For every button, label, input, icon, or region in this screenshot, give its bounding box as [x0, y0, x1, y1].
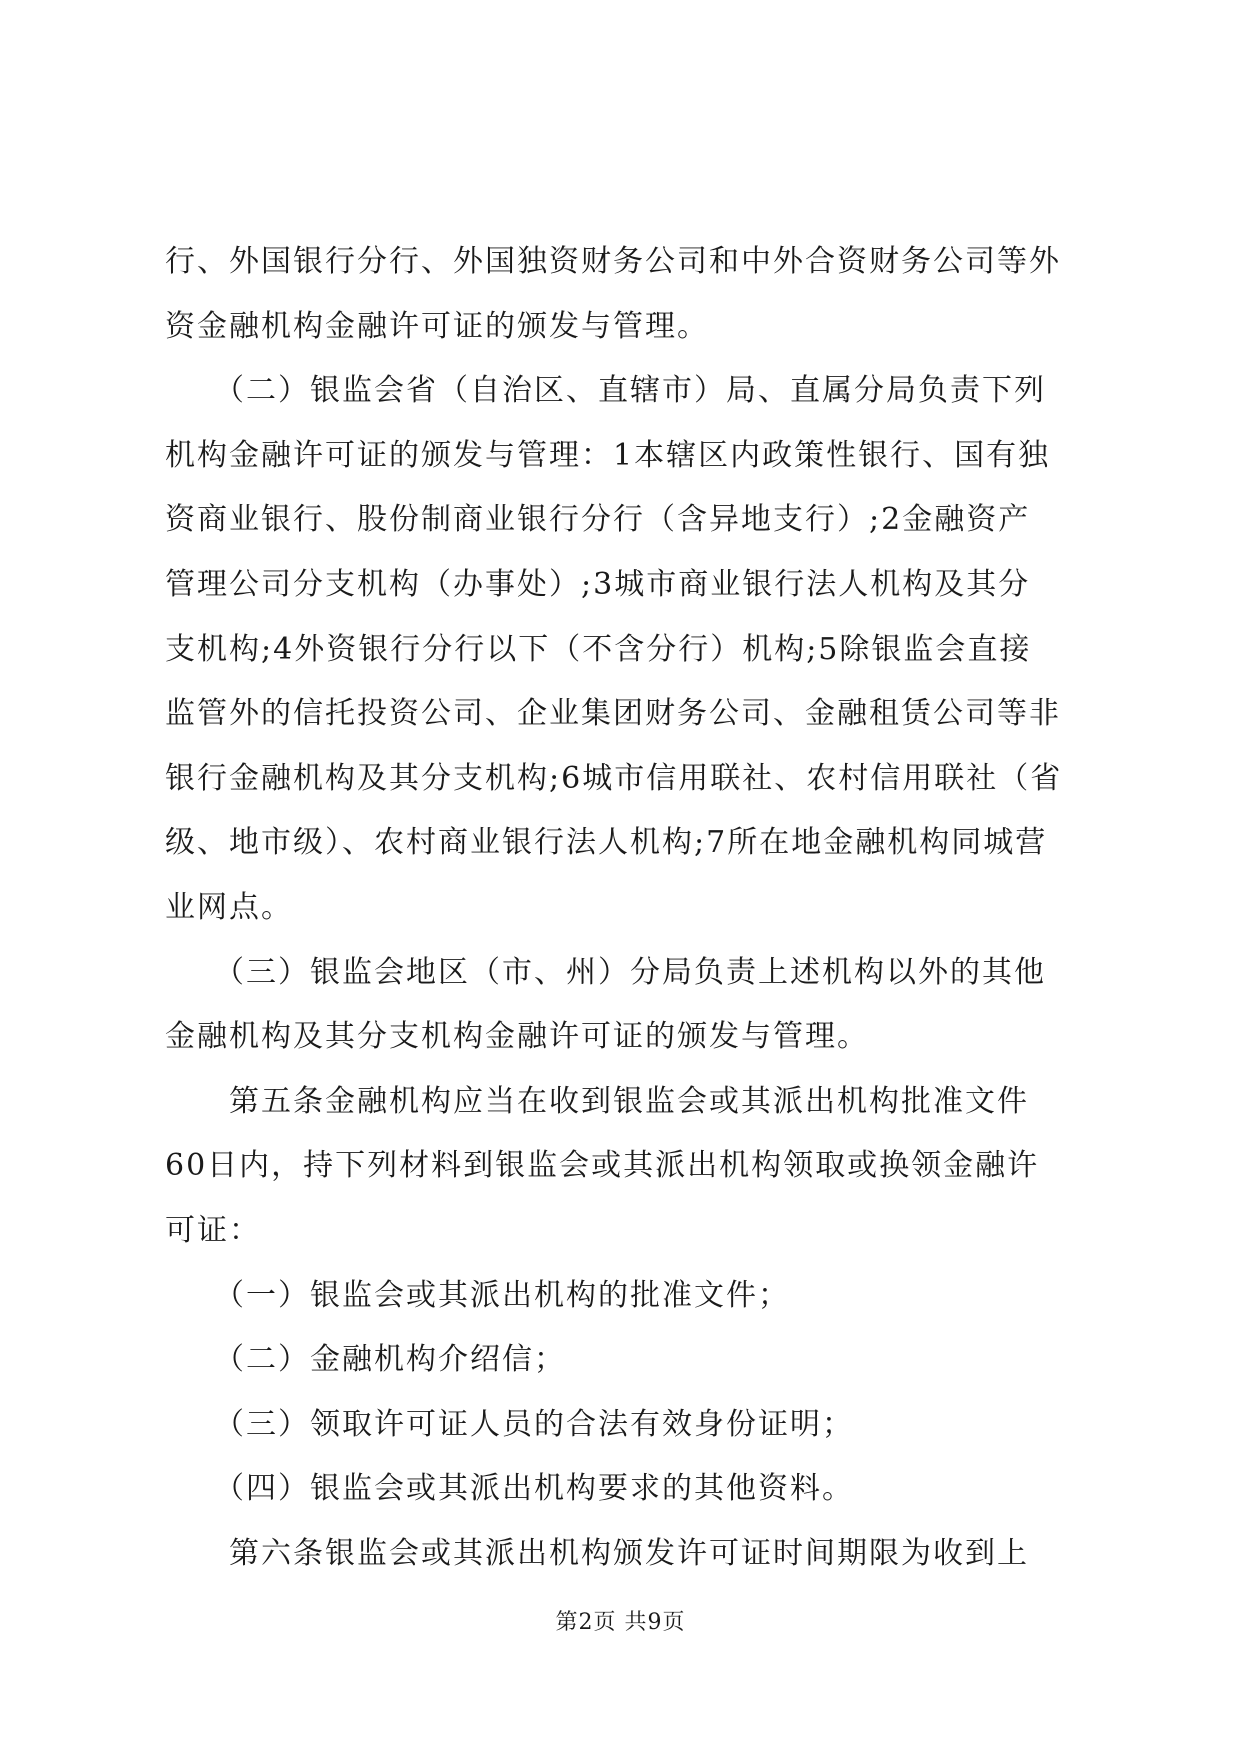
text-line: 业网点。 [165, 889, 293, 925]
text-line: 资商业银行、股份制商业银行分行（含异地支行）;2金融资产 [165, 502, 1031, 538]
text-line: 级、地市级）、农村商业银行法人机构;7所在地金融机构同城营 [165, 825, 1048, 861]
text-line: 管理公司分支机构（办事处）;3城市商业银行法人机构及其分 [165, 566, 1031, 602]
text-line: 行、外国银行分行、外国独资财务公司和中外合资财务公司等外 [165, 244, 1061, 279]
text-line: （一）银监会或其派出机构的批准文件； [165, 1277, 790, 1313]
text-line: 监管外的信托投资公司、企业集团财务公司、金融租赁公司等非 [165, 696, 1061, 732]
document-body [165, 230, 1075, 1586]
text-line: （四）银监会或其派出机构要求的其他资料。 [165, 1471, 854, 1507]
text-line: 可证： [165, 1212, 261, 1248]
text-line: 60日内，持下列材料到银监会或其派出机构领取或换领金融许 [165, 1148, 1040, 1184]
text-line: 机构金融许可证的颁发与管理：1本辖区内政策性银行、国有独 [165, 437, 1051, 473]
text-line: 第五条金融机构应当在收到银监会或其派出机构批准文件 [165, 1083, 1029, 1119]
text-line: （三）银监会地区（市、州）分局负责上述机构以外的其他 [165, 954, 1046, 990]
text-line: 第六条银监会或其派出机构颁发许可证时间期限为收到上 [165, 1535, 1029, 1571]
page-number: 第2页 共9页 [555, 1610, 686, 1635]
text-line: 银行金融机构及其分支机构;6城市信用联社、农村信用联社（省 [165, 760, 1063, 796]
text-line: （三）领取许可证人员的合法有效身份证明； [165, 1406, 854, 1442]
text-line: 金融机构及其分支机构金融许可证的颁发与管理。 [165, 1019, 869, 1055]
text-line: 资金融机构金融许可证的颁发与管理。 [165, 308, 709, 344]
text-line: （二）银监会省（自治区、直辖市）局、直属分局负责下列 [165, 373, 1046, 409]
text-line: 支机构;4外资银行分行以下（不含分行）机构;5除银监会直接 [165, 631, 1032, 667]
text-line: （二）金融机构介绍信； [165, 1342, 566, 1378]
